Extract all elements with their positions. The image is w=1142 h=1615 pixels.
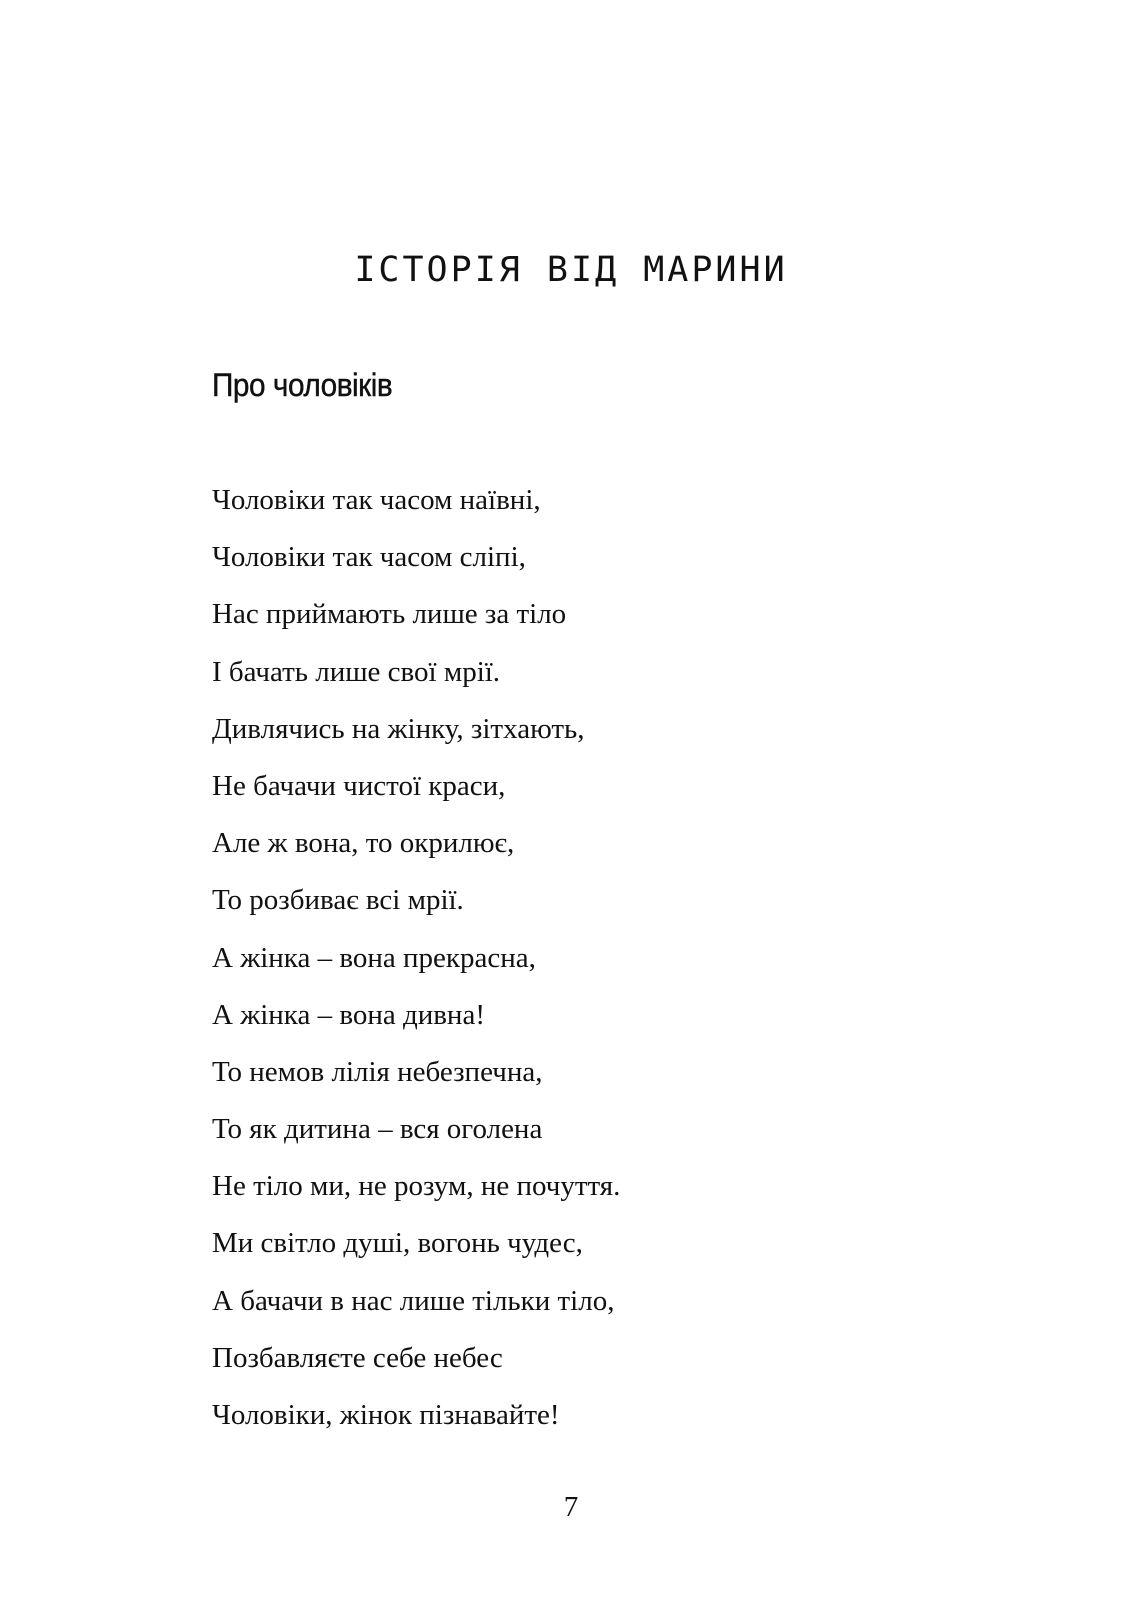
poem-title: Про чоловіків bbox=[212, 367, 393, 403]
chapter-title: ІСТОРІЯ ВІД МАРИНИ bbox=[354, 250, 788, 290]
poem-line: Позбавляєте себе небес bbox=[212, 1341, 503, 1374]
poem-line: То розбиває всі мрії. bbox=[212, 884, 464, 917]
poem-line: Не бачачи чистої краси, bbox=[212, 769, 506, 802]
poem-line: І бачать лише свої мрії. bbox=[212, 655, 501, 688]
poem-line: А бачачи в нас лише тільки тіло, bbox=[212, 1284, 615, 1317]
poem-line: Чоловіки, жінок пізнавайте! bbox=[212, 1399, 560, 1431]
poem-line: А жінка – вона дивна! bbox=[212, 998, 485, 1031]
poem-line: Але ж вона, то окрилює, bbox=[212, 827, 515, 860]
page-number: 7 bbox=[563, 1491, 579, 1523]
poem-line: А жінка – вона прекрасна, bbox=[212, 941, 536, 974]
poem-line: Ми світло душі, вогонь чудес, bbox=[212, 1227, 583, 1260]
poem-line: То як дитина – вся оголена bbox=[212, 1113, 543, 1146]
poem-line: Чоловіки так часом наївні, bbox=[212, 484, 541, 516]
poem-line: Нас приймають лише за тіло bbox=[212, 598, 567, 631]
poem-body bbox=[212, 483, 620, 1455]
poem-line: Чоловіки так часом сліпі, bbox=[212, 541, 526, 574]
poem-line: Не тіло ми, не розум, не почуття. bbox=[212, 1170, 621, 1203]
poem-line: То немов лілія небезпечна, bbox=[212, 1055, 543, 1088]
poem-line: Дивлячись на жінку, зітхають, bbox=[212, 712, 585, 745]
